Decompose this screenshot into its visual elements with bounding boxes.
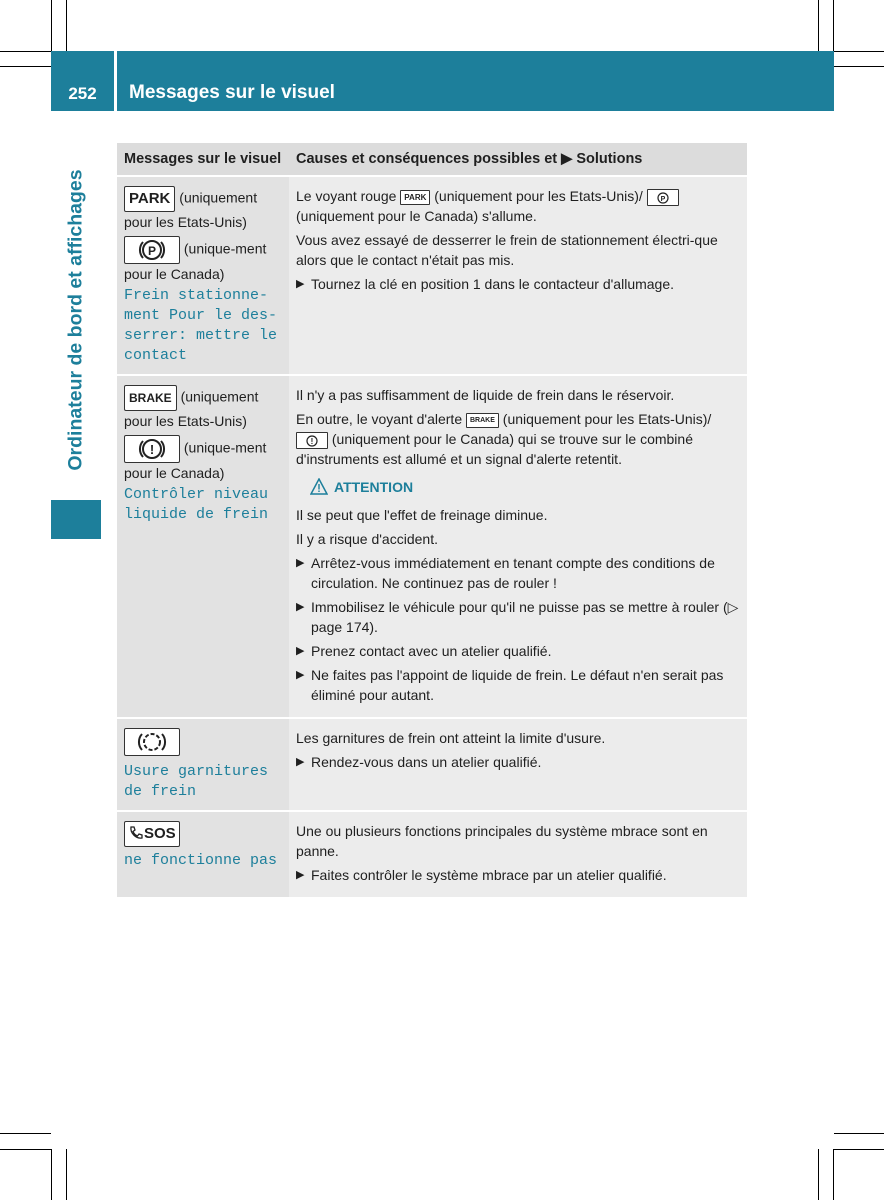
crop-mark: [0, 1149, 51, 1150]
crop-mark: [51, 0, 52, 51]
arrow-right-icon: ▶: [296, 869, 305, 881]
list-item: [296, 665, 740, 705]
warning-text: Il se peut que l'effet de freinage diminue.: [296, 507, 548, 523]
table-row: [117, 811, 747, 897]
cause-cell: [289, 375, 747, 718]
list-item: [296, 865, 740, 885]
brake-warning-icon: [124, 435, 180, 463]
sos-symbol: [124, 821, 180, 847]
side-tab-marker: [51, 500, 101, 539]
crop-mark: [818, 0, 819, 51]
message-cell: [117, 811, 289, 897]
step-text: Faites contrôler le système mbrace par un atelier qualifié.: [311, 867, 667, 883]
cause-paragraph: [296, 409, 740, 469]
step-text: Rendez-vous dans un atelier qualifié.: [311, 754, 542, 770]
svg-text:!: !: [149, 442, 155, 457]
message-cell: [117, 375, 289, 718]
label-canada: (unique-ment pour le Canada): [124, 439, 267, 481]
list-item: [296, 641, 740, 661]
brake-symbol: BRAKE: [124, 385, 177, 411]
solution-list: [296, 752, 740, 772]
table-row: [117, 718, 747, 811]
cause-paragraph: Une ou plusieurs fonctions principales du système mbrace sont en panne.: [296, 823, 708, 859]
arrow-right-icon: ▶: [296, 278, 305, 290]
crop-mark: [0, 1133, 51, 1134]
side-section-label: [51, 140, 101, 500]
attention-heading: [310, 477, 740, 497]
step-text: Ne faites pas l'appoint de liquide de frein. Le défaut n'en serait pas éliminé pour autant.: [311, 667, 724, 703]
cause-paragraph: Il n'y a pas suffisamment de liquide de frein dans le réservoir.: [296, 387, 675, 403]
header-col-messages: Messages sur le visuel: [117, 143, 289, 176]
message-cell: [117, 718, 289, 811]
table-row: [117, 375, 747, 718]
text-span: (uniquement pour les Etats-Unis)/: [434, 188, 643, 204]
step-text: Arrêtez-vous immédiatement en tenant compte des conditions de circulation. Ne continuez pas de rouler !: [311, 555, 715, 591]
cause-cell: [289, 811, 747, 897]
brake-symbol-small: BRAKE: [466, 413, 499, 428]
arrow-right-icon: ▶: [296, 645, 305, 657]
text-span: En outre, le voyant d'alerte: [296, 411, 463, 427]
step-text: Prenez contact avec un atelier qualifié.: [311, 643, 552, 659]
list-item: [296, 752, 740, 772]
crop-mark: [833, 1149, 834, 1200]
crop-mark: [66, 1149, 67, 1200]
crop-mark: [834, 66, 884, 67]
text-span: (uniquement pour le Canada) s'allume.: [296, 208, 537, 224]
solution-list: [296, 553, 740, 705]
page-number: 252: [68, 84, 97, 103]
solution-list: [296, 274, 740, 294]
warning-text: Il y a risque d'accident.: [296, 531, 438, 547]
arrow-right-icon: ▶: [296, 669, 305, 681]
crop-mark: [66, 0, 67, 51]
step-text: Tournez la clé en position 1 dans le contacteur d'allumage.: [311, 276, 675, 292]
arrow-right-icon: ▶: [296, 557, 305, 569]
page-title: Messages sur le visuel: [129, 82, 335, 103]
cause-cell: [289, 176, 747, 375]
sos-label: SOS: [144, 825, 176, 842]
park-symbol: PARK: [124, 186, 175, 212]
label-canada: (unique-ment pour le Canada): [124, 240, 267, 282]
crop-mark: [818, 1149, 819, 1200]
step-text: Immobilisez le véhicule pour qu'il ne puisse pas se mettre à rouler (▷ page 174).: [311, 599, 739, 635]
header-col-causes: Causes et conséquences possibles et ▶ Solutions: [289, 143, 747, 176]
label-usa: (uniquement pour les Etats-Unis): [124, 388, 259, 429]
cause-paragraph: Les garnitures de frein ont atteint la limite d'usure.: [296, 730, 606, 746]
display-message: Frein stationne-ment Pour le des-serrer: mettre le contact: [124, 287, 278, 364]
cause-cell: [289, 718, 747, 811]
phone-icon: [128, 825, 144, 841]
crop-mark: [834, 1149, 884, 1150]
text-span: Le voyant rouge: [296, 188, 397, 204]
display-message: Usure garnitures de frein: [124, 763, 269, 800]
table-header-row: [117, 143, 747, 176]
brake-warning-icon-small: [296, 432, 328, 449]
svg-text:P: P: [660, 195, 666, 203]
list-item: [296, 553, 740, 593]
park-symbol-small: PARK: [400, 190, 430, 205]
parking-brake-icon: [124, 236, 180, 264]
messages-table: [117, 143, 747, 897]
crop-mark: [834, 51, 884, 52]
cause-paragraph: [296, 186, 740, 226]
display-message: Contrôler niveau liquide de frein: [124, 486, 269, 523]
arrow-right-icon: ▶: [296, 601, 305, 613]
crop-mark: [833, 0, 834, 51]
text-span: (uniquement pour le Canada) qui se trouve sur le combiné d'instruments est allumé et un signal d'alerte retentit.: [296, 431, 693, 467]
message-cell: [117, 176, 289, 375]
crop-mark: [0, 51, 51, 52]
brake-pad-wear-icon: [124, 728, 180, 756]
list-item: [296, 597, 740, 637]
list-item: [296, 274, 740, 294]
svg-text:!: !: [310, 436, 314, 446]
side-section-text: Ordinateur de bord et affichages: [64, 169, 87, 471]
arrow-right-icon: ▶: [296, 756, 305, 768]
crop-mark: [0, 66, 51, 67]
label-usa: (uniquement pour les Etats-Unis): [124, 189, 258, 230]
table-row: [117, 176, 747, 375]
svg-text:P: P: [147, 244, 157, 258]
cause-paragraph: Vous avez essayé de desserrer le frein de stationnement électri-que alors que le contact n'était pas mis.: [296, 232, 718, 268]
parking-brake-icon-small: [647, 189, 679, 206]
text-span: (uniquement pour les Etats-Unis)/: [502, 411, 712, 427]
crop-mark: [834, 1133, 884, 1134]
display-message: ne fonctionne pas: [124, 852, 278, 869]
solution-list: [296, 865, 740, 885]
attention-label: ATTENTION: [334, 479, 414, 495]
crop-mark: [51, 1149, 52, 1200]
warning-triangle-icon: [310, 478, 328, 495]
